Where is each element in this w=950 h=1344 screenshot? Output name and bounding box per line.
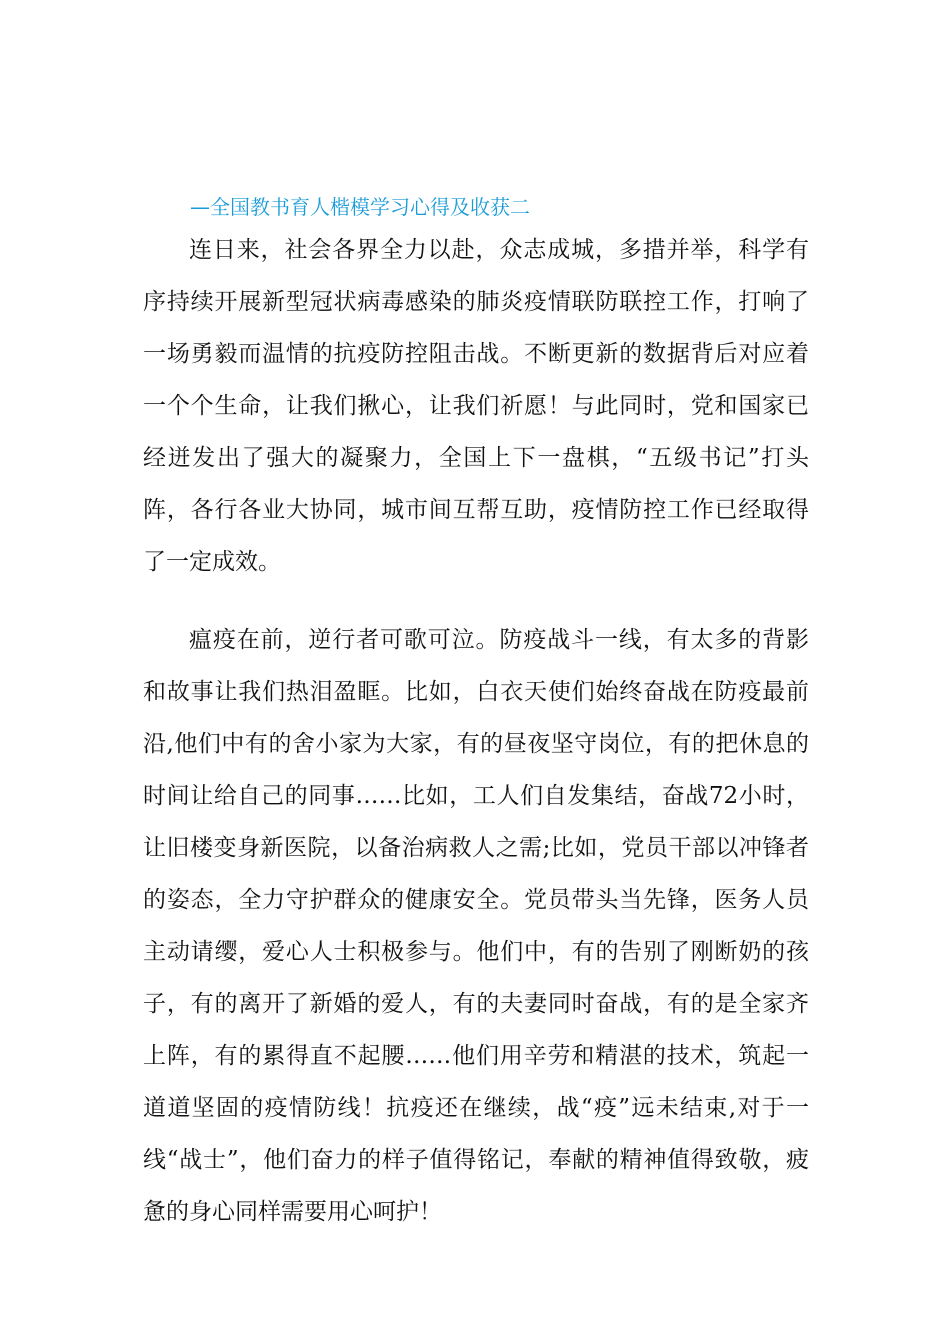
document-heading: —全国教书育人楷模学习心得及收获二 — [190, 195, 530, 219]
paragraph-2: 瘟疫在前，逆行者可歌可泣。防疫战斗一线，有太多的背影和故事让我们热泪盈眶。比如，白衣天使们始终奋战在防疫最前沿,他们中有的舍小家为大家，有的昼夜坚守岗位，有的把休息的时间让给自己的同事……比如，工人们自发集结，奋战72小时，让旧楼变身新医院，以备治病救人之需;比如，党员干部以冲锋者的姿态，全力守护群众的健康安全。党员带头当先锋，医务人员主动请缨，爱心人士积极参与。他们中，有的告别了刚断奶的孩子，有的离开了新婚的爱人，有的夫妻同时奋战，有的是全家齐上阵，有的累得直不起腰……他们用辛劳和精湛的技术，筑起一道道坚固的疫情防线！抗疫还在继续，战“疫”远未结束,对于一线“战士”，他们奋力的样子值得铭记，奉献的精神值得致敬，疲惫的身心同样需要用心呵护！ — [143, 627, 809, 1225]
paragraph-1: 连日来，社会各界全力以赴，众志成城，多措并举，科学有序持续开展新型冠状病毒感染的肺炎疫情联防联控工作，打响了一场勇毅而温情的抗疫防控阻击战。不断更新的数据背后对应着一个个生命，让我们揪心，让我们祈愿！与此同时，党和国家已经迸发出了强大的凝聚力，全国上下一盘棋，“五级书记”打头阵，各行各业大协同，城市间互帮互助，疫情防控工作已经取得了一定成效。 — [143, 237, 809, 575]
